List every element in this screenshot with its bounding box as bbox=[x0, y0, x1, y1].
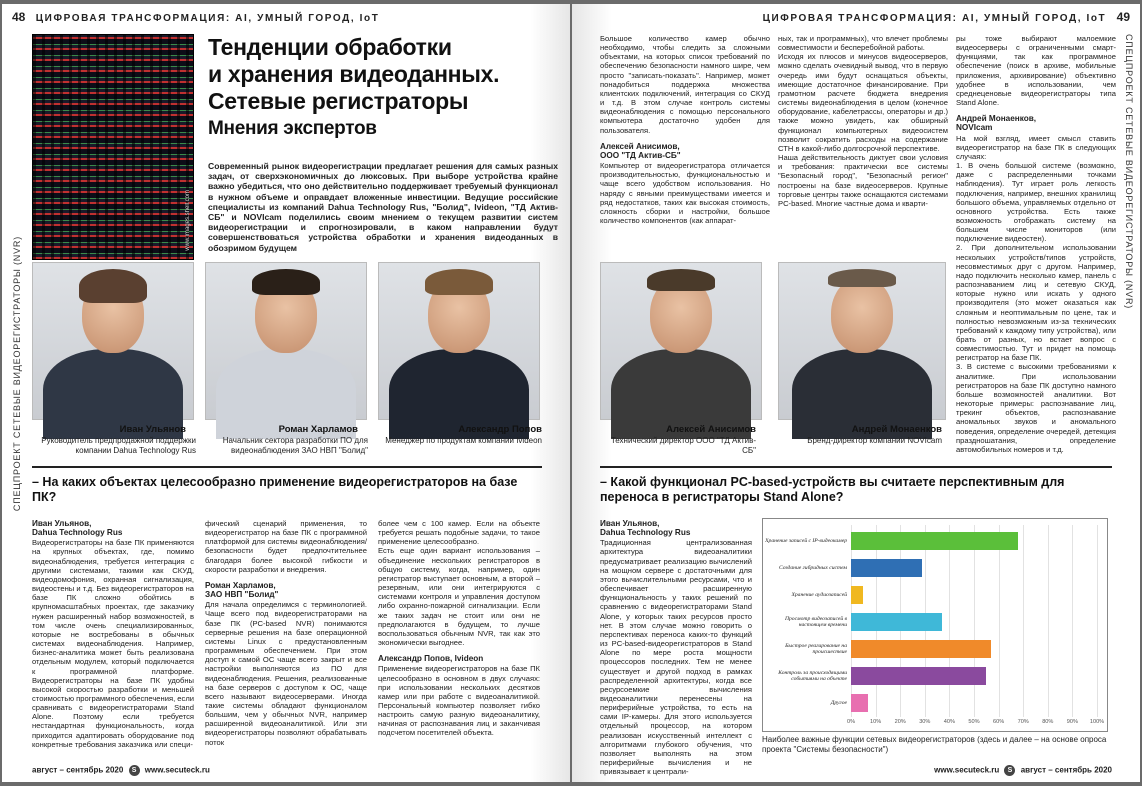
bar bbox=[851, 667, 986, 685]
category-label: Просмотр видеозаписей в настоящем времени bbox=[784, 615, 847, 628]
text-column bbox=[32, 519, 194, 759]
paragraph: более чем с 100 камер. Если на объекте требуется решать подобные задачи, то такое применение целесообразно. bbox=[378, 519, 540, 547]
paragraph: Для начала определимся с терминологией. Чаще всего под видеорегистраторами на базе ПК (PC-based NVR) понимаются серверные решения на базе операционной системы Linux с предустановленным программным обеспечением. При этом доступ к самой ОС чаще всего закрыт и все настройки выполняются из ПО для видеонаблюдения. Решения, реализованные на базе серверов с доступом к ОС, чаще всего называют видеосерверами. Иногда такие системы обладают функционалом большим, чем у обычных NVR, например расширенной видеоаналитикой. Или эти видеорегистраторы позволяют обрабатывать поток bbox=[205, 600, 367, 747]
question-heading: – Какой функционал PC-based-устройств вы считаете перспективным для переноса в регистраторы Stand Alone? bbox=[600, 475, 1065, 504]
answer-author: Dahua Technology Rus bbox=[32, 528, 123, 538]
expert-photo bbox=[378, 262, 540, 420]
page-header bbox=[763, 10, 1130, 24]
page-number: 48 bbox=[12, 10, 26, 24]
expert-photo bbox=[205, 262, 367, 420]
answer-author: Андрей Монаенков, bbox=[956, 114, 1037, 124]
divider bbox=[600, 466, 1112, 468]
page-footer bbox=[934, 765, 1112, 776]
right-page bbox=[572, 4, 1140, 782]
grid-line bbox=[999, 525, 1000, 717]
grid-line bbox=[949, 525, 950, 717]
paragraph: 2. При дополнительном использовании нескольких устройств/типов устройств, несовместимых друг с другом. Например, надо подключить несколько камер, панель с распознаванием лиц и сетевую СКУД, которые нужно или искать у одного производителя (это может оказаться как сложным и неоптимальным по цене, так и полностью невозможным из-за технических требований к каждому типу устройства), или брать от разных, но встает вопрос с совместимостью. Тут и придет на помощь регистратор на базе ПК. bbox=[956, 243, 1116, 363]
footer-url: www.secuteck.ru bbox=[144, 765, 210, 775]
bar bbox=[851, 586, 863, 604]
category-label: Быстрое реагирование на происшествие bbox=[785, 642, 847, 655]
left-page bbox=[2, 4, 570, 782]
answer-author: NOVIcam bbox=[956, 123, 993, 133]
answer-author: ЗАО НВП "Болид" bbox=[205, 590, 279, 600]
title-line: и хранения видеоданных. bbox=[208, 61, 500, 87]
expert-name: Роман Харламов bbox=[278, 424, 358, 435]
footer-url: www.secuteck.ru bbox=[934, 765, 1000, 775]
question-heading: – На каких объектах целесообразно применение видеорегистраторов на базе ПК? bbox=[32, 475, 518, 504]
category-label: Хранение записей с IP-видеокамер bbox=[765, 537, 847, 544]
grid-line bbox=[1097, 525, 1098, 717]
expert-role: Менеджер по продуктам компании Ivideon bbox=[385, 436, 542, 445]
x-tick-label: 70% bbox=[1017, 719, 1029, 725]
x-tick-label: 10% bbox=[869, 719, 882, 725]
answer-author: Иван Ульянов, bbox=[32, 519, 92, 528]
paragraph: ных, так и программных), что влечет проблемы совместимости и бесперебойной работы. bbox=[778, 34, 948, 53]
footer-date: август – сентябрь 2020 bbox=[1020, 765, 1112, 775]
category-label: Хранение аудиозаписей bbox=[791, 591, 847, 598]
bar bbox=[851, 694, 868, 712]
side-label: СПЕЦПРОЕКТ СЕТЕВЫЕ ВИДЕОРЕГИСТРАТОРЫ (NVR) bbox=[1124, 34, 1134, 310]
side-label: СПЕЦПРОЕКТ СЕТЕВЫЕ ВИДЕОРЕГИСТРАТОРЫ (NVR) bbox=[12, 236, 22, 512]
expert-name: Александр Попов bbox=[458, 424, 542, 435]
x-tick-label: 20% bbox=[894, 719, 906, 725]
grid-line bbox=[1048, 525, 1049, 717]
chart-caption: Наиболее важные функции сетевых видеорегистраторов (здесь и далее – на основе опроса проекта "Системы безопасности") bbox=[762, 735, 1107, 754]
server-rack-photo bbox=[32, 34, 194, 260]
expert-name: Иван Ульянов bbox=[119, 424, 186, 435]
paragraph: фический сценарий применения, то видеорегистратор на базе ПК с программной платформой для системы видеонаблюдения/безопасности будет предпочтительнее благодаря более высокой гибкости и скорости разработки и внедрения. bbox=[205, 519, 367, 574]
x-tick-label: 0% bbox=[846, 719, 856, 725]
bar bbox=[851, 532, 1018, 550]
paragraph: Применение видеорегистраторов на базе ПК целесообразно в основном в двух случаях: при использовании нескольких десятков камер или при работе с видеоаналитикой. Персональный компьютер позволяет гибко настроить самую разную видеоаналитику, начиная от распознавания лиц и заканчивая подсчетом посетителей объекта. bbox=[378, 664, 540, 738]
title-line: Тенденции обработки bbox=[208, 34, 452, 60]
bar bbox=[851, 640, 991, 658]
article-subtitle: Мнения экспертов bbox=[208, 118, 377, 139]
section-header: ЦИФРОВАЯ ТРАНСФОРМАЦИЯ: AI, УМНЫЙ ГОРОД, IoT bbox=[762, 13, 1107, 24]
paragraph: 3. В системе с высокими требованиями к аналитике. При использовании регистраторов на базе ПК доступно намного больше возможностей аналитики. Вот некоторые примеры: распознавание лиц, трекинг объектов, распознавание аномальных звуков и аномального поведения, определение очередей, детекция праздношатания, определение автомобильных номеров и т.д. bbox=[956, 362, 1116, 454]
answer-author: Алексей Анисимов, bbox=[600, 141, 680, 151]
paragraph: Традиционная централизованная архитектура видеоаналитики предусматривает реализацию вычислений на мощном сервере с достаточными для этого вычислительными ресурсами, что и обеспечивает расширенную функциональность у таких решений по сравнению с видеорегистраторами Stand Alone, у которых таких ресурсов просто нет. В этом случае можно говорить о перспективах переноса каких-то функций из PC-based-видеорегистраторов в Stand Alone по мере роста мощности процессоров последних. Тем не менее существует и другой подход в рамках распределенной архитектуры, когда все ресурсоемкие вычисления видеоаналитики перенесены на периферийные устройства, то есть на сами IP-камеры. Для этого используется отдельный процессор, на котором реализован искусственный интеллект с алгоритмами глубокого обучения, что позволяет выполнять на этом периферийные вычисления и не привязывает к централи- bbox=[600, 538, 752, 777]
lead-paragraph: Современный рынок видеорегистрации предлагает решения для самых разных задач, от сверхэкономичных до люксовых. При выборе устройства крайне важно убедиться, что оно действительно поддерживает требуемый функционал в нужном объеме и оправдает вложенные инвестиции. Ведущие российские специалисты из компаний Dahua Technology Rus, "Болид", Ivideon, "ТД Актив-СБ" и NOVIcam поделились своим мнением о текущем развитии систем видеорегистрации и спрогнозировали, в каком направлении будут совершенствоваться устройства обработки и хранения видеоданных в обозримом будущем bbox=[208, 161, 558, 253]
bar-chart bbox=[762, 518, 1108, 732]
expert-photo bbox=[600, 262, 762, 420]
footer-date: август – сентябрь 2020 bbox=[32, 765, 124, 775]
expert-photo bbox=[32, 262, 194, 420]
title-line: Сетевые регистраторы bbox=[208, 88, 469, 114]
bar bbox=[851, 613, 942, 631]
text-column bbox=[600, 519, 752, 777]
answer-author: Иван Ульянов, bbox=[600, 519, 660, 528]
x-tick-label: 80% bbox=[1042, 719, 1054, 725]
page-header bbox=[12, 10, 379, 24]
expert-role: Технический директор ООО "ТД Актив-СБ" bbox=[610, 436, 756, 455]
expert-photo bbox=[778, 262, 946, 420]
category-label: Создание гибридных систем bbox=[778, 564, 847, 571]
answer-author: Роман Харламов, bbox=[205, 580, 276, 590]
grid-line bbox=[974, 525, 975, 717]
paragraph: Видеорегистраторы на базе ПК применяются на крупных объектах, где, помимо видеонаблюдения, требуется интеграция с другими системами, такими как СКУД, видеодомофония, охранная сигнализация, видеостены и т.д. Без видеорегистраторов на базе ПК сложно обойтись в крупномасштабных проектах, где заказчику нужен расширенный набор возможностей, в том числе очень специализированных, которые не востребованы в обычных системах видеонаблюдения. Например, бизнес-аналитика может быть реализована отдельным модулем, который подключается к программной платформе. Видеорегистраторы на базе ПК удобны высокой скоростью разработки и меньшей стоимостью программного обеспечения, если сравнивать с видеорегистраторами Stand Alone. Поэтому если требуется нестандартная функциональность, когда приходится адаптировать оборудование под конкретные требования заказчика или специ- bbox=[32, 538, 194, 749]
paragraph: ры тоже выбирают малоемкие видеосерверы с ограниченными смарт-функциями, так как программное обеспечение (поиск в архиве, мобильные приложения, архивирование) объективно удобнее в использовании, чем среднеценовые видеорегистраторы типа Stand Alone. bbox=[956, 34, 1116, 108]
answer-author: ООО "ТД Актив-СБ" bbox=[600, 150, 681, 160]
text-column bbox=[205, 519, 367, 759]
article-title bbox=[208, 34, 558, 141]
paragraph: Компьютер от видеорегистратора отличается производительностью, функциональностью и чаще всего удобством использования. Но наряду с явными преимуществами имеется и ряд недостатков, таких как высокая стоимость, сложность сборки и настройки, большое количество компонентов (как аппарат- bbox=[600, 161, 770, 225]
expert-name: Алексей Анисимов bbox=[666, 424, 756, 435]
bar bbox=[851, 559, 922, 577]
text-column bbox=[600, 34, 770, 264]
answer-author: Dahua Technology Rus bbox=[600, 528, 691, 538]
category-label: Контроль за происходящими событиями на объекте bbox=[778, 669, 847, 682]
paragraph: На мой взгляд, имеет смысл ставить видеорегистратор на базе ПК в следующих случаях: bbox=[956, 133, 1116, 161]
paragraph: Есть еще один вариант использования – объединение нескольких регистраторов в общую систему, когда, например, один регистратор выступает основным, а второй – резервным, или они интегрируются с системами контроля и управления доступом либо охранно-пожарной сигнализации. Если же таких задач не стоит или они не предполагаются в будущем, то лучше воспользоваться обычным NVR, так как это экономически выгоднее. bbox=[378, 546, 540, 648]
paragraph: Наша действительность диктует свои условия и требования: практически все системы "Безопасный город", "Безопасный регион" построены на базе видеосерверов. Крупные торговые центры также оснащаются системами PC-based. Многие частные дома и кварти- bbox=[778, 153, 948, 208]
x-tick-label: 40% bbox=[943, 719, 955, 725]
expert-name: Андрей Монаенков bbox=[851, 424, 942, 435]
paragraph: Большое количество камер обычно необходимо, чтобы следить за сложными объектами, на которых список требований по обеспечению безопасности намного шире, чем просто "записать-показать". Например, может понадобиться поддержка множества клиентских подключений, интеграция со СКУД и т.д. В этом случае контроль системы видеонаблюдения с помощью персонального компьютера достаточно удобен для пользователя. bbox=[600, 34, 770, 135]
page-footer bbox=[32, 765, 210, 776]
category-label: Другое bbox=[830, 699, 847, 706]
paragraph: Исходя их плюсов и минусов видеосерверов, можно сделать очевидный вывод, что в первую очередь ими будут оснащаться объекты, имеющие достаточное финансирование. При грамотном расчете бюджета внедрения системы видеонаблюдения в целом (конечное оборудование, кабелетрассы, операторы и др.) также можно увидеть, как обширный функционал компьютерных видеосистем позволит сократить расходы на содержание СТН в какой-либо долгосрочной перспективе. bbox=[778, 52, 948, 153]
grid-line bbox=[1023, 525, 1024, 717]
x-tick-label: 30% bbox=[919, 719, 931, 725]
text-column bbox=[956, 34, 1116, 466]
magazine-logo-icon: S bbox=[1004, 765, 1015, 776]
x-tick-label: 50% bbox=[968, 719, 980, 725]
section-header: ЦИФРОВАЯ ТРАНСФОРМАЦИЯ: AI, УМНЫЙ ГОРОД, IoT bbox=[35, 13, 380, 24]
photo-caption: www.images.shell.com bbox=[185, 190, 191, 251]
paragraph: 1. В очень большой системе (возможно, даже с распределенными точками наблюдения). Тут играет роль легкость подключения, например, внешних хранилищ большого объема, управляемых отдельно от основного устройства. Есть также возможность отображать систему на большем числе мониторов (или подключение видеостен). bbox=[956, 161, 1116, 244]
magazine-logo-icon: S bbox=[129, 765, 140, 776]
page-number: 49 bbox=[1116, 10, 1130, 24]
x-tick-label: 100% bbox=[1089, 719, 1105, 725]
text-column bbox=[378, 519, 540, 759]
answer-author: Александр Попов, Ivideon bbox=[378, 654, 484, 664]
expert-role: Начальник сектора разработки ПО для видеонаблюдения ЗАО НВП "Болид" bbox=[222, 436, 368, 455]
divider bbox=[32, 466, 542, 468]
expert-role: Бренд-директор компании NOVIcam bbox=[807, 436, 942, 445]
grid-line bbox=[1072, 525, 1073, 717]
expert-role: Руководитель предпродажной поддержки компании Dahua Technology Rus bbox=[41, 436, 196, 455]
text-column bbox=[778, 34, 948, 264]
x-tick-label: 90% bbox=[1066, 719, 1078, 725]
x-tick-label: 60% bbox=[992, 719, 1005, 725]
